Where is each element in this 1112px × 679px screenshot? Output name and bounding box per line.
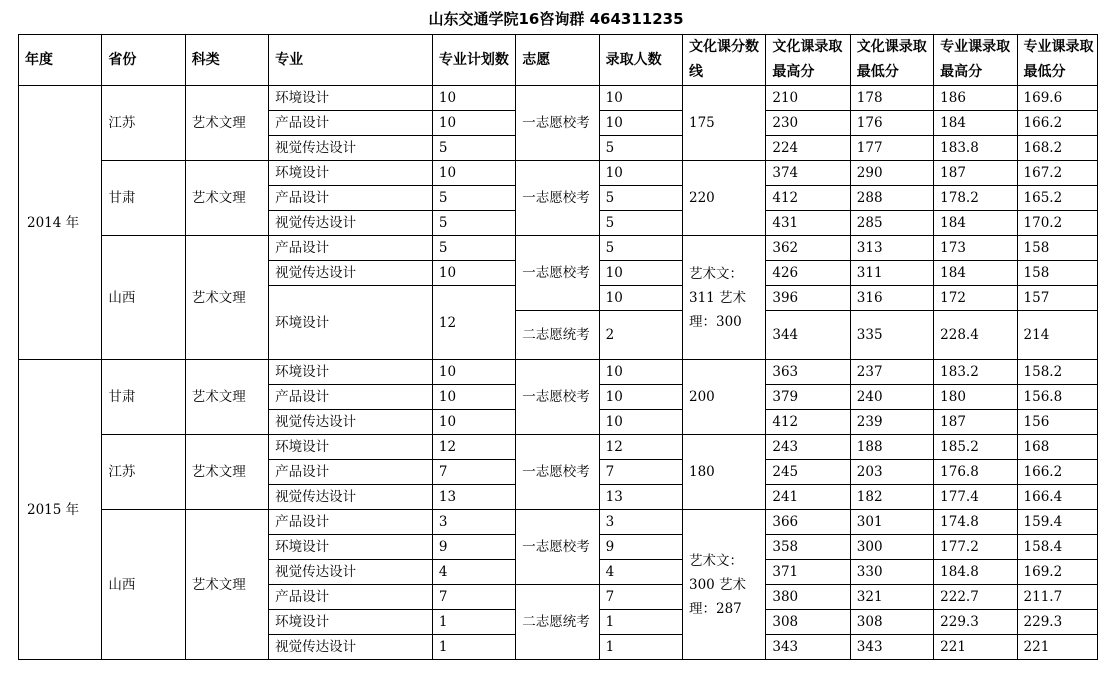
plan-cell: 5 xyxy=(432,136,515,161)
admit-cell: 10 xyxy=(599,360,682,385)
culture-line-cell: 220 xyxy=(683,161,766,236)
col-header-province: 省份 xyxy=(102,35,185,86)
pro-max-cell: 184.8 xyxy=(934,560,1017,585)
pro-min-cell: 168.2 xyxy=(1017,136,1097,161)
pro-min-cell: 214 xyxy=(1017,311,1097,360)
major-cell: 视觉传达设计 xyxy=(269,635,433,660)
col-header-wish: 志愿 xyxy=(516,35,599,86)
culture-min-cell: 335 xyxy=(850,311,933,360)
culture-min-cell: 237 xyxy=(850,360,933,385)
admit-cell: 12 xyxy=(599,435,682,460)
culture-min-cell: 308 xyxy=(850,610,933,635)
culture-min-cell: 203 xyxy=(850,460,933,485)
culture-max-cell: 374 xyxy=(766,161,850,186)
culture-max-cell: 210 xyxy=(766,86,850,111)
category-cell: 艺术文理 xyxy=(185,510,268,660)
admit-cell: 7 xyxy=(599,460,682,485)
admit-cell: 5 xyxy=(599,236,682,261)
pro-max-cell: 177.2 xyxy=(934,535,1017,560)
col-header-plan: 专业计划数 xyxy=(432,35,515,86)
col-header-year: 年度 xyxy=(19,35,102,86)
admit-cell: 10 xyxy=(599,410,682,435)
culture-min-cell: 177 xyxy=(850,136,933,161)
admit-cell: 10 xyxy=(599,261,682,286)
admit-cell: 2 xyxy=(599,311,682,360)
culture-max-cell: 380 xyxy=(766,585,850,610)
wish-cell: 一志愿校考 xyxy=(516,435,599,510)
culture-line-cell: 艺术文：300 艺术理：287 xyxy=(683,510,766,660)
category-cell: 艺术文理 xyxy=(185,435,268,510)
pro-min-cell: 229.3 xyxy=(1017,610,1097,635)
table-row xyxy=(19,236,1098,261)
plan-cell: 13 xyxy=(432,485,515,510)
pro-min-cell: 168 xyxy=(1017,435,1097,460)
culture-min-cell: 290 xyxy=(850,161,933,186)
culture-max-cell: 230 xyxy=(766,111,850,136)
pro-max-cell: 229.3 xyxy=(934,610,1017,635)
pro-min-cell: 158 xyxy=(1017,261,1097,286)
header-row xyxy=(19,35,1098,86)
major-cell: 环境设计 xyxy=(269,360,433,385)
major-cell: 视觉传达设计 xyxy=(269,261,433,286)
pro-min-cell: 166.2 xyxy=(1017,460,1097,485)
pro-min-cell: 167.2 xyxy=(1017,161,1097,186)
col-header-category: 科类 xyxy=(185,35,268,86)
wish-cell: 一志愿校考 xyxy=(516,236,599,311)
major-cell: 视觉传达设计 xyxy=(269,211,433,236)
admit-cell: 5 xyxy=(599,186,682,211)
admit-cell: 10 xyxy=(599,286,682,311)
culture-min-cell: 240 xyxy=(850,385,933,410)
culture-max-cell: 396 xyxy=(766,286,850,311)
table-row xyxy=(19,161,1098,186)
plan-cell: 10 xyxy=(432,111,515,136)
plan-cell: 12 xyxy=(432,286,515,360)
culture-line-cell: 180 xyxy=(683,435,766,510)
pro-min-cell: 166.4 xyxy=(1017,485,1097,510)
admit-cell: 3 xyxy=(599,510,682,535)
major-cell: 环境设计 xyxy=(269,610,433,635)
major-cell: 产品设计 xyxy=(269,186,433,211)
pro-min-cell: 159.4 xyxy=(1017,510,1097,535)
admit-cell: 13 xyxy=(599,485,682,510)
col-header-major: 专业 xyxy=(269,35,433,86)
culture-min-cell: 178 xyxy=(850,86,933,111)
plan-cell: 10 xyxy=(432,261,515,286)
culture-line-cell: 175 xyxy=(683,86,766,161)
culture-line-cell: 艺术文：311 艺术理：300 xyxy=(683,236,766,360)
province-cell: 甘肃 xyxy=(102,360,185,435)
plan-cell: 10 xyxy=(432,161,515,186)
major-cell: 产品设计 xyxy=(269,510,433,535)
plan-cell: 10 xyxy=(432,86,515,111)
culture-min-cell: 316 xyxy=(850,286,933,311)
pro-min-cell: 156.8 xyxy=(1017,385,1097,410)
culture-min-cell: 239 xyxy=(850,410,933,435)
major-cell: 视觉传达设计 xyxy=(269,485,433,510)
pro-max-cell: 173 xyxy=(934,236,1017,261)
major-cell: 视觉传达设计 xyxy=(269,560,433,585)
admit-cell: 9 xyxy=(599,535,682,560)
culture-max-cell: 379 xyxy=(766,385,850,410)
plan-cell: 1 xyxy=(432,635,515,660)
wish-cell: 一志愿校考 xyxy=(516,86,599,161)
major-cell: 环境设计 xyxy=(269,435,433,460)
admit-cell: 5 xyxy=(599,211,682,236)
plan-cell: 5 xyxy=(432,236,515,261)
plan-cell: 10 xyxy=(432,410,515,435)
plan-cell: 1 xyxy=(432,610,515,635)
pro-max-cell: 185.2 xyxy=(934,435,1017,460)
culture-max-cell: 241 xyxy=(766,485,850,510)
table-row xyxy=(19,435,1098,460)
pro-max-cell: 172 xyxy=(934,286,1017,311)
category-cell: 艺术文理 xyxy=(185,360,268,435)
year-cell: 2014 年 xyxy=(19,86,102,360)
pro-min-cell: 211.7 xyxy=(1017,585,1097,610)
category-cell: 艺术文理 xyxy=(185,236,268,360)
category-cell: 艺术文理 xyxy=(185,161,268,236)
wish-cell: 一志愿校考 xyxy=(516,161,599,236)
pro-min-cell: 158 xyxy=(1017,236,1097,261)
culture-max-cell: 431 xyxy=(766,211,850,236)
pro-min-cell: 169.2 xyxy=(1017,560,1097,585)
admit-cell: 5 xyxy=(599,136,682,161)
admit-cell: 10 xyxy=(599,161,682,186)
culture-min-cell: 321 xyxy=(850,585,933,610)
pro-min-cell: 170.2 xyxy=(1017,211,1097,236)
pro-min-cell: 166.2 xyxy=(1017,111,1097,136)
culture-min-cell: 313 xyxy=(850,236,933,261)
admit-cell: 1 xyxy=(599,610,682,635)
culture-max-cell: 224 xyxy=(766,136,850,161)
year-cell: 2015 年 xyxy=(19,360,102,660)
page-title: 山东交通学院16咨询群 464311235 xyxy=(428,10,684,28)
pro-max-cell: 178.2 xyxy=(934,186,1017,211)
province-cell: 江苏 xyxy=(102,435,185,510)
culture-min-cell: 311 xyxy=(850,261,933,286)
pro-max-cell: 228.4 xyxy=(934,311,1017,360)
admit-cell: 10 xyxy=(599,111,682,136)
wish-cell: 一志愿校考 xyxy=(516,360,599,435)
culture-min-cell: 301 xyxy=(850,510,933,535)
province-cell: 甘肃 xyxy=(102,161,185,236)
culture-max-cell: 358 xyxy=(766,535,850,560)
pro-max-cell: 187 xyxy=(934,161,1017,186)
plan-cell: 5 xyxy=(432,186,515,211)
col-header-culture-max: 文化课录取最高分 xyxy=(766,35,850,86)
pro-max-cell: 176.8 xyxy=(934,460,1017,485)
plan-cell: 10 xyxy=(432,360,515,385)
major-cell: 环境设计 xyxy=(269,535,433,560)
major-cell: 视觉传达设计 xyxy=(269,136,433,161)
major-cell: 产品设计 xyxy=(269,111,433,136)
culture-min-cell: 330 xyxy=(850,560,933,585)
wish-cell: 一志愿校考 xyxy=(516,510,599,585)
table-row xyxy=(19,86,1098,111)
col-header-culture-line: 文化课分数线 xyxy=(683,35,766,86)
col-header-pro-min: 专业课录取最低分 xyxy=(1017,35,1097,86)
culture-max-cell: 362 xyxy=(766,236,850,261)
pro-max-cell: 186 xyxy=(934,86,1017,111)
pro-min-cell: 221 xyxy=(1017,635,1097,660)
admission-table xyxy=(18,34,1098,660)
culture-max-cell: 412 xyxy=(766,410,850,435)
culture-min-cell: 188 xyxy=(850,435,933,460)
pro-max-cell: 180 xyxy=(934,385,1017,410)
pro-max-cell: 183.8 xyxy=(934,136,1017,161)
major-cell: 产品设计 xyxy=(269,460,433,485)
pro-max-cell: 184 xyxy=(934,261,1017,286)
plan-cell: 4 xyxy=(432,560,515,585)
pro-max-cell: 177.4 xyxy=(934,485,1017,510)
major-cell: 产品设计 xyxy=(269,236,433,261)
culture-max-cell: 243 xyxy=(766,435,850,460)
wish-cell: 二志愿统考 xyxy=(516,311,599,360)
culture-max-cell: 343 xyxy=(766,635,850,660)
admit-cell: 4 xyxy=(599,560,682,585)
province-cell: 山西 xyxy=(102,236,185,360)
table-row xyxy=(19,360,1098,385)
pro-max-cell: 184 xyxy=(934,111,1017,136)
major-cell: 视觉传达设计 xyxy=(269,410,433,435)
admit-cell: 7 xyxy=(599,585,682,610)
table-row xyxy=(19,510,1098,535)
pro-min-cell: 157 xyxy=(1017,286,1097,311)
pro-min-cell: 169.6 xyxy=(1017,86,1097,111)
plan-cell: 7 xyxy=(432,460,515,485)
plan-cell: 10 xyxy=(432,385,515,410)
pro-min-cell: 156 xyxy=(1017,410,1097,435)
culture-min-cell: 343 xyxy=(850,635,933,660)
admit-cell: 10 xyxy=(599,86,682,111)
culture-max-cell: 363 xyxy=(766,360,850,385)
plan-cell: 9 xyxy=(432,535,515,560)
plan-cell: 12 xyxy=(432,435,515,460)
culture-max-cell: 412 xyxy=(766,186,850,211)
major-cell: 产品设计 xyxy=(269,585,433,610)
culture-max-cell: 426 xyxy=(766,261,850,286)
admit-cell: 10 xyxy=(599,385,682,410)
major-cell: 环境设计 xyxy=(269,161,433,186)
culture-min-cell: 176 xyxy=(850,111,933,136)
culture-max-cell: 366 xyxy=(766,510,850,535)
culture-max-cell: 308 xyxy=(766,610,850,635)
culture-min-cell: 300 xyxy=(850,535,933,560)
province-cell: 山西 xyxy=(102,510,185,660)
pro-max-cell: 184 xyxy=(934,211,1017,236)
plan-cell: 5 xyxy=(432,211,515,236)
pro-max-cell: 183.2 xyxy=(934,360,1017,385)
major-cell: 产品设计 xyxy=(269,385,433,410)
pro-min-cell: 165.2 xyxy=(1017,186,1097,211)
pro-max-cell: 174.8 xyxy=(934,510,1017,535)
col-header-culture-min: 文化课录取最低分 xyxy=(850,35,933,86)
culture-max-cell: 245 xyxy=(766,460,850,485)
pro-min-cell: 158.4 xyxy=(1017,535,1097,560)
major-cell: 环境设计 xyxy=(269,286,433,360)
culture-min-cell: 285 xyxy=(850,211,933,236)
col-header-admitted: 录取人数 xyxy=(599,35,682,86)
culture-line-cell: 200 xyxy=(683,360,766,435)
culture-max-cell: 371 xyxy=(766,560,850,585)
pro-min-cell: 158.2 xyxy=(1017,360,1097,385)
plan-cell: 7 xyxy=(432,585,515,610)
culture-max-cell: 344 xyxy=(766,311,850,360)
plan-cell: 3 xyxy=(432,510,515,535)
category-cell: 艺术文理 xyxy=(185,86,268,161)
col-header-pro-max: 专业课录取最高分 xyxy=(934,35,1017,86)
province-cell: 江苏 xyxy=(102,86,185,161)
wish-cell: 二志愿统考 xyxy=(516,585,599,660)
major-cell: 环境设计 xyxy=(269,86,433,111)
pro-max-cell: 222.7 xyxy=(934,585,1017,610)
pro-max-cell: 187 xyxy=(934,410,1017,435)
culture-min-cell: 288 xyxy=(850,186,933,211)
culture-min-cell: 182 xyxy=(850,485,933,510)
pro-max-cell: 221 xyxy=(934,635,1017,660)
admit-cell: 1 xyxy=(599,635,682,660)
